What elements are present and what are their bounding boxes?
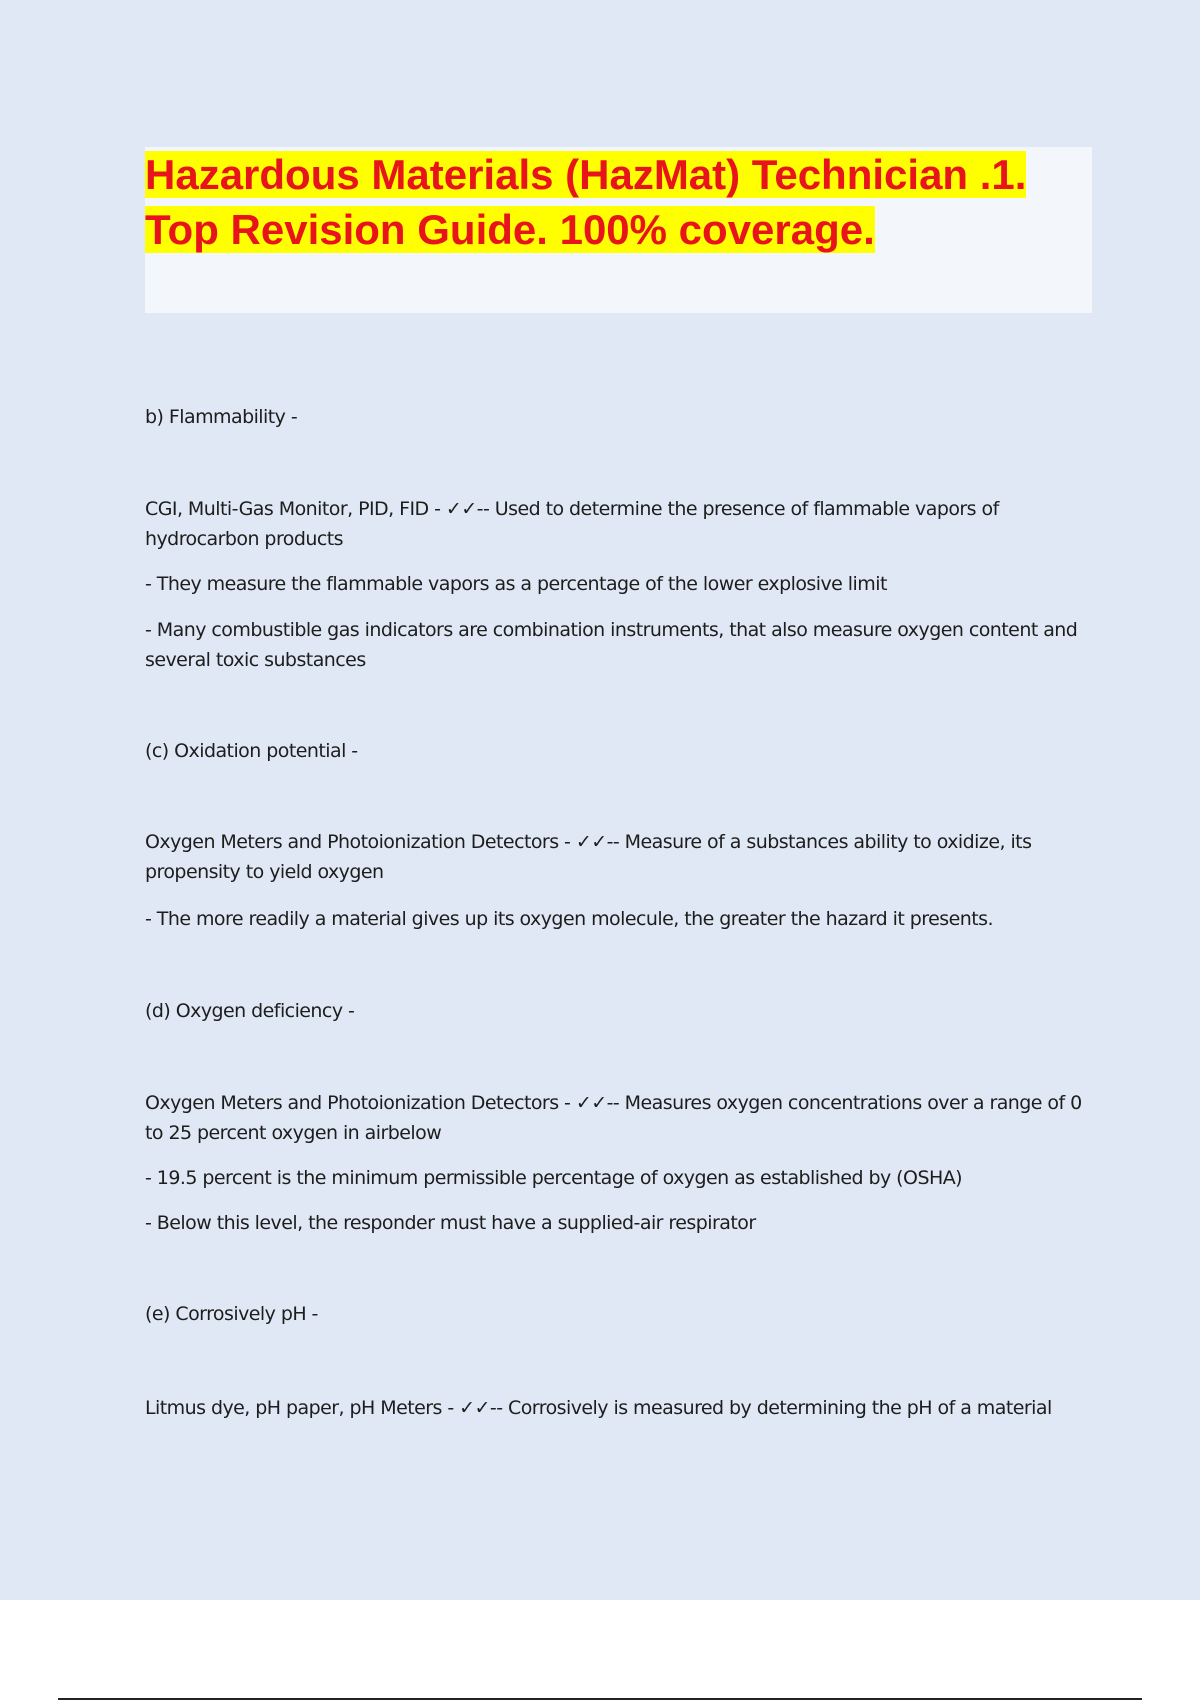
title-highlight: Hazardous Materials (HazMat) Technician .1. Top Revision Guide. 100% coverage. (145, 151, 1027, 253)
question-oxidation: Oxygen Meters and Photoionization Detectors - ✓✓-- Measure of a substances ability to oxidize, its propensity to yield oxygen (145, 831, 1032, 883)
question-flammability: CGI, Multi-Gas Monitor, PID, FID - ✓✓-- Used to determine the presence of flammable vapors of hydrocarbon products (145, 498, 999, 550)
document-title (145, 147, 1092, 257)
point-flammability-1: - They measure the flammable vapors as a percentage of the lower explosive limit (145, 573, 887, 595)
question-corrosivity: Litmus dye, pH paper, pH Meters - ✓✓-- Corrosively is measured by determining the pH of a material (145, 1397, 1052, 1419)
section-heading-oxidation: (c) Oxidation potential - (145, 740, 358, 762)
question-oxygen-deficiency: Oxygen Meters and Photoionization Detectors - ✓✓-- Measures oxygen concentrations over a range of 0 to 25 percent oxygen in airbelow (145, 1092, 1082, 1144)
point-flammability-2: - Many combustible gas indicators are combination instruments, that also measure oxygen content and several toxic substances (145, 619, 1078, 671)
point-oxygen-deficiency-1: - 19.5 percent is the minimum permissible percentage of oxygen as established by (OSHA) (145, 1167, 963, 1189)
point-oxidation-1: - The more readily a material gives up its oxygen molecule, the greater the hazard it presents. (145, 908, 993, 930)
section-heading-flammability: b) Flammability - (145, 406, 298, 428)
section-heading-oxygen-deficiency: (d) Oxygen deficiency - (145, 1000, 355, 1022)
point-oxygen-deficiency-2: - Below this level, the responder must have a supplied-air respirator (145, 1212, 756, 1234)
section-heading-corrosivity: (e) Corrosively pH - (145, 1303, 318, 1325)
